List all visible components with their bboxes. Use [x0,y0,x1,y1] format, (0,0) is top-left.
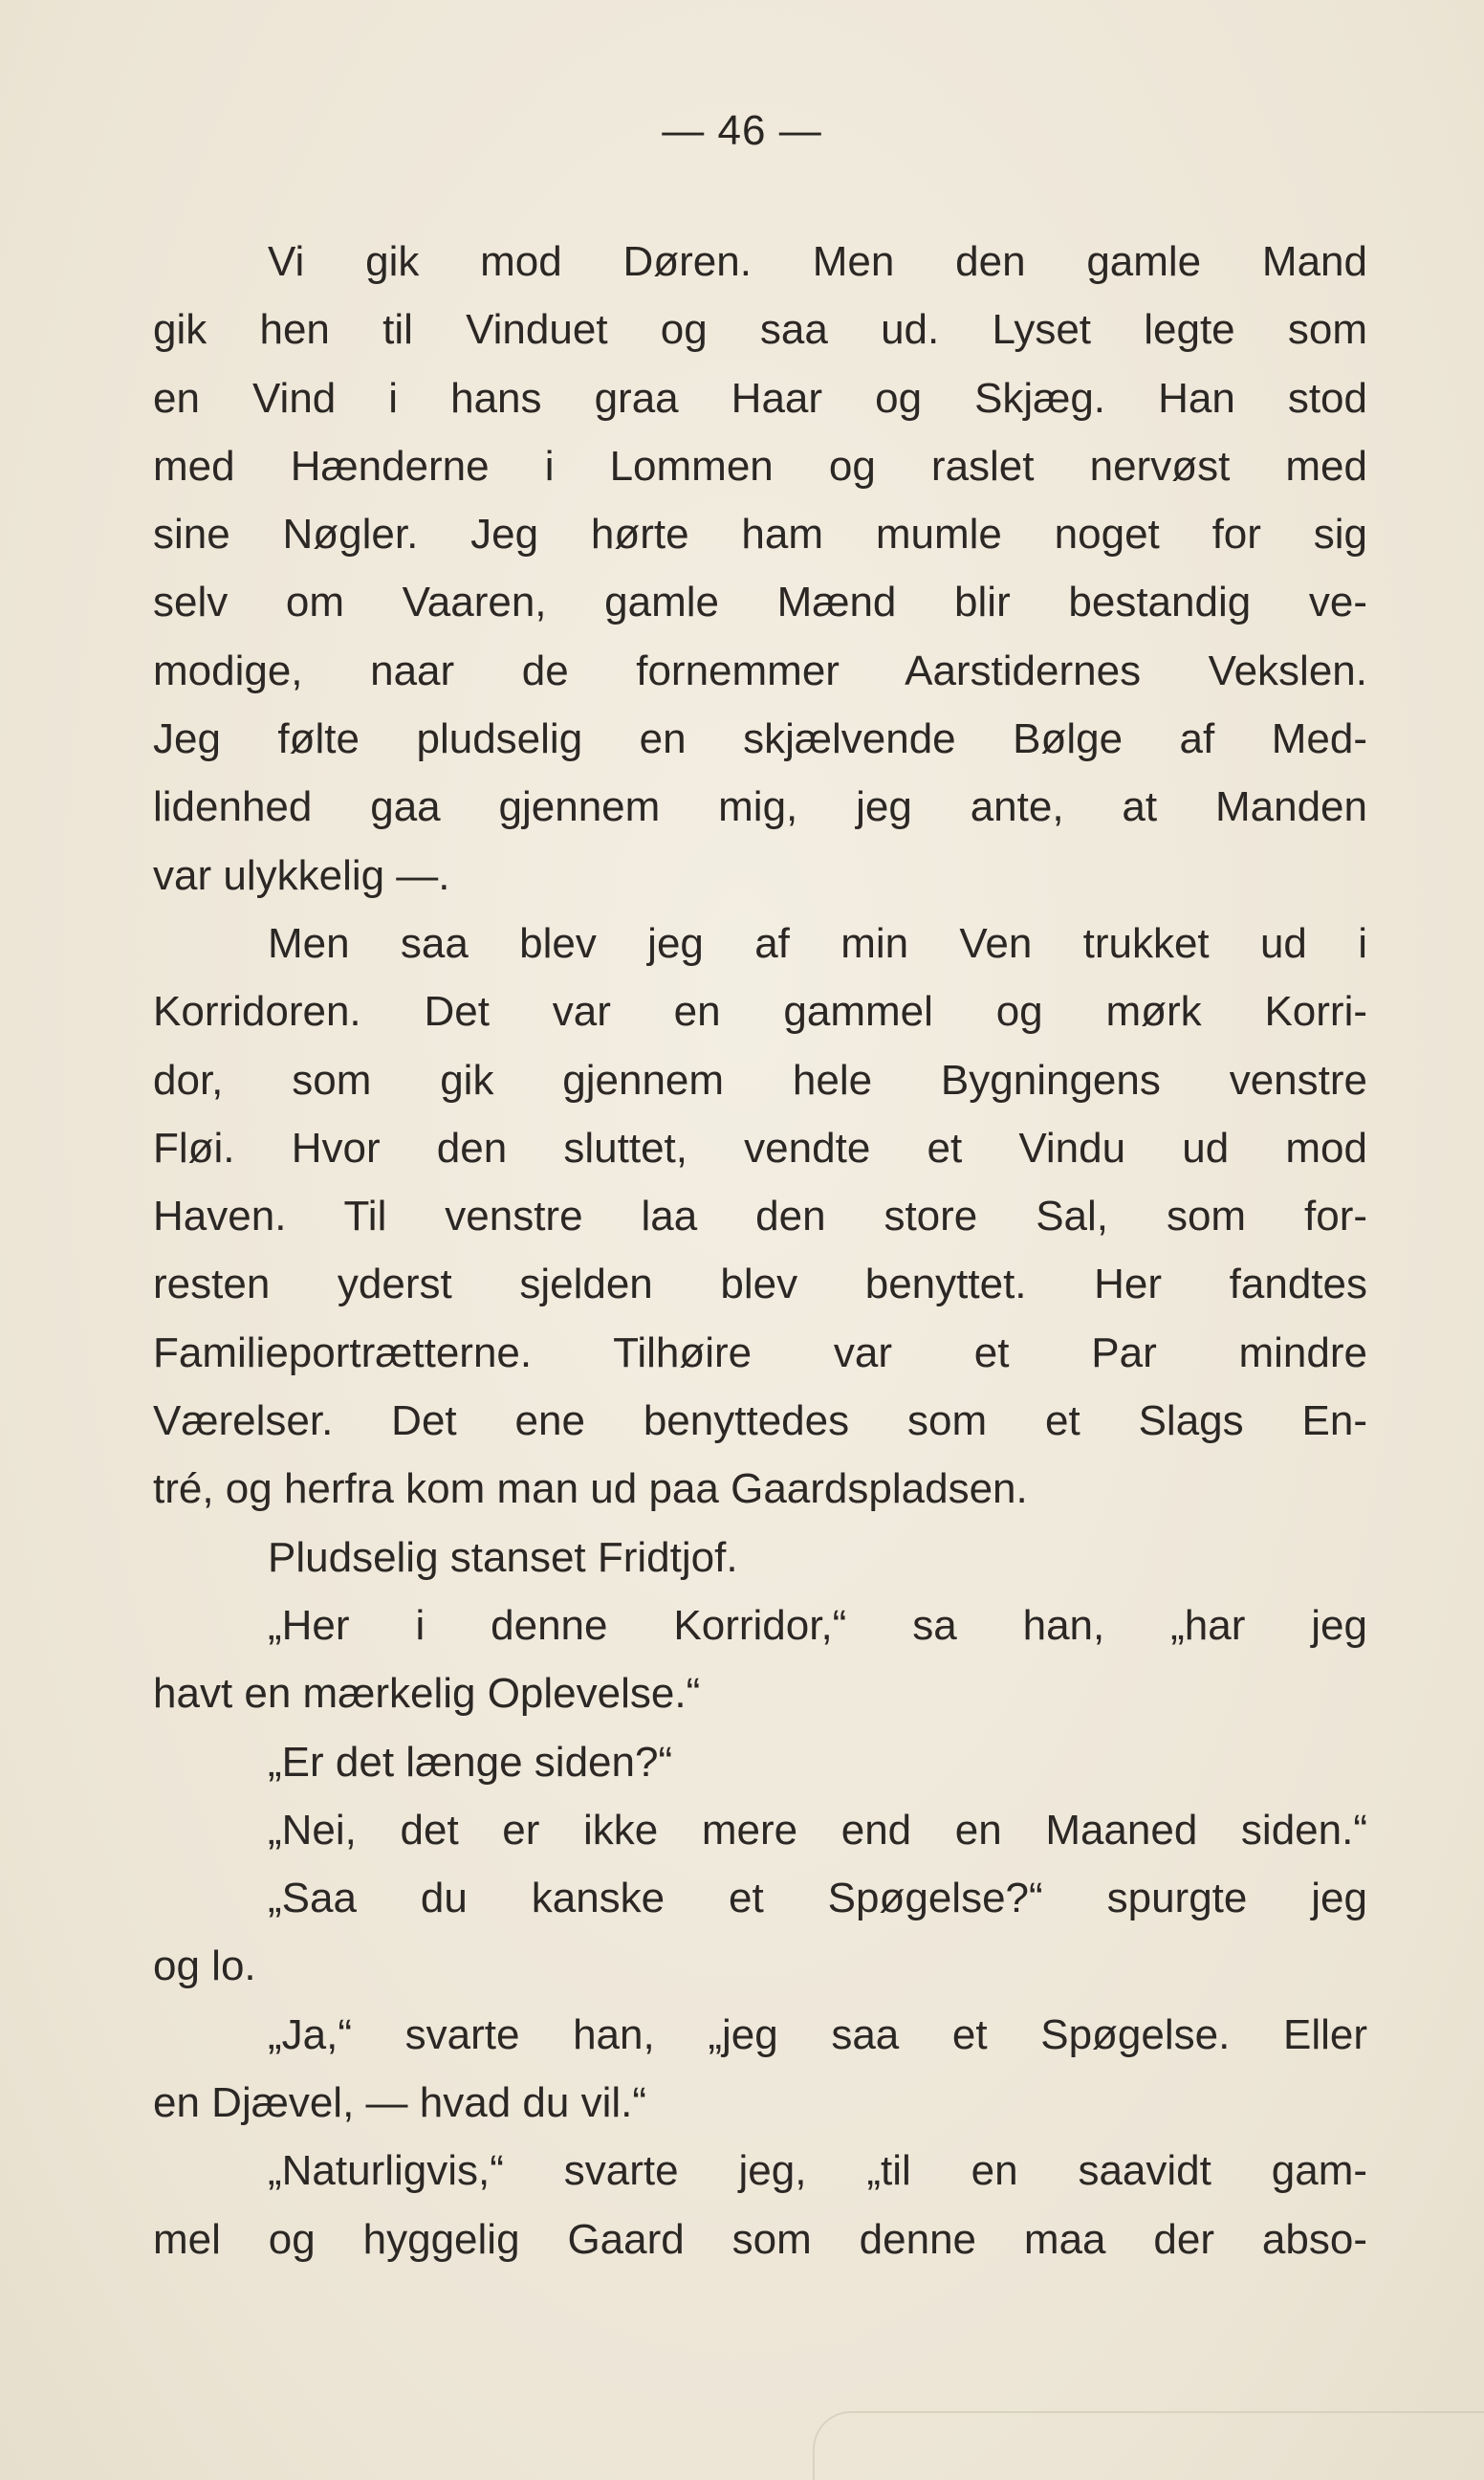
text-line: Pludselig stanset Fridtjof. [268,1533,738,1581]
text-line: en Djævel, — hvad du vil.“ [153,2079,646,2127]
text-line: og lo. [153,1942,256,1990]
text-line: „Naturligvis,“ svarte jeg, „til en saavidt gam- [268,2147,1367,2195]
text-line: var ulykkelig —. [153,851,450,899]
text-line: Værelser. Det ene benyttedes som et Slags En- [153,1397,1367,1445]
text-line: dor, som gik gjennem hele Bygningens venstre [153,1056,1367,1104]
text-line: selv om Vaaren, gamle Mænd blir bestandig ve- [153,579,1367,626]
text-line: Fløi. Hvor den sluttet, vendte et Vindu ud mod [153,1124,1367,1172]
text-line: Jeg følte pludselig en skjælvende Bølge af Med- [153,715,1367,763]
text-line: modige, naar de fornemmer Aarstidernes Vekslen. [153,647,1367,694]
text-line: Vi gik mod Døren. Men den gamle Mand [268,238,1367,285]
text-line: med Hænderne i Lommen og raslet nervøst med [153,442,1367,490]
text-line: „Ja,“ svarte han, „jeg saa et Spøgelse. Eller [268,2010,1367,2058]
body-text [153,228,1367,2273]
text-line: Haven. Til venstre laa den store Sal, som for- [153,1193,1367,1240]
text-line: „Er det længe siden?“ [268,1738,673,1786]
text-line: „Saa du kanske et Spøgelse?“ spurgte jeg [268,1875,1367,1922]
text-line: gik hen til Vinduet og saa ud. Lyset legte som [153,306,1367,354]
text-line: Men saa blev jeg af min Ven trukket ud i [268,919,1367,967]
text-line: en Vind i hans graa Haar og Skjæg. Han stod [153,374,1367,422]
text-line: resten yderst sjelden blev benyttet. Her fandtes [153,1261,1367,1308]
text-line: Familieportrætterne. Tilhøire var et Par mindre [153,1328,1367,1376]
page-number: — 46 — [662,107,822,154]
text-line: Korridoren. Det var en gammel og mørk Korri- [153,988,1367,1036]
text-line: „Her i denne Korridor,“ sa han, „har jeg [268,1601,1367,1649]
text-line: lidenhed gaa gjennem mig, jeg ante, at Manden [153,783,1367,831]
text-line: mel og hyggelig Gaard som denne maa der abso- [153,2215,1367,2263]
text-line: havt en mærkelig Oplevelse.“ [153,1670,701,1718]
text-line: tré, og herfra kom man ud paa Gaardspladsen. [153,1465,1028,1513]
text-line: „Nei, det er ikke mere end en Maaned siden.“ [268,1806,1367,1854]
page-edge-shadow [813,2411,1484,2480]
text-line: sine Nøgler. Jeg hørte ham mumle noget for sig [153,511,1367,559]
